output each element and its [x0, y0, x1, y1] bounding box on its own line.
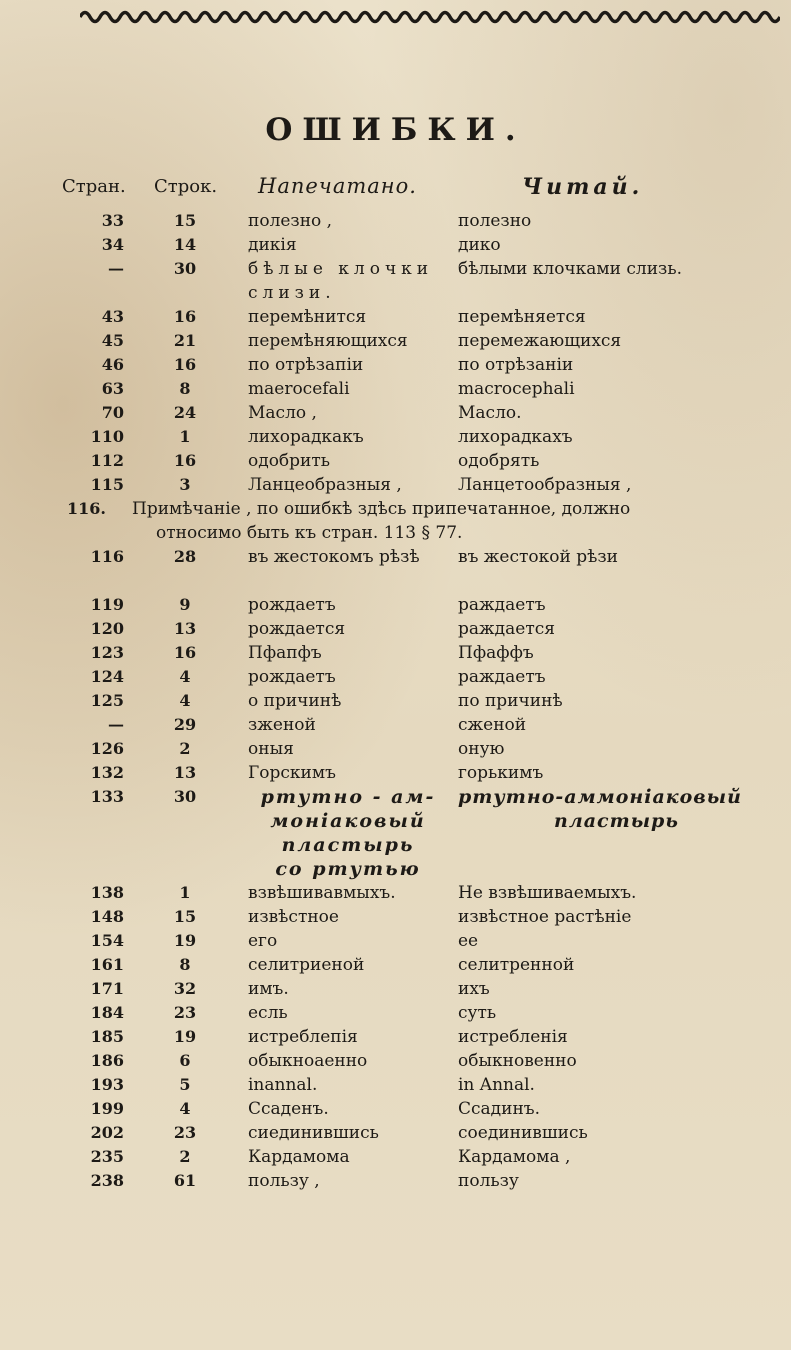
cell-page: — — [108, 715, 124, 734]
cell-page: 132 — [90, 763, 124, 782]
cell-read: истребленія — [458, 1027, 568, 1047]
cell-line: 13 — [173, 619, 197, 638]
cell-line: 16 — [173, 451, 197, 470]
cell-line: 8 — [179, 955, 191, 974]
cell-line: 6 — [179, 1051, 191, 1070]
table-row — [0, 305, 791, 329]
cell-printed: Ссаденъ. — [248, 1099, 329, 1119]
cell-printed: одобрить — [248, 451, 331, 471]
cell-read: по причинѣ — [458, 691, 563, 711]
cell-page: 110 — [90, 427, 124, 446]
cell-read: оную — [458, 739, 505, 759]
cell-page: 154 — [90, 931, 124, 950]
cell-printed: оныя — [248, 739, 294, 759]
note-text — [132, 497, 772, 545]
table-row — [0, 617, 791, 641]
cell-printed: Пфапфъ — [248, 643, 322, 663]
cell-read: Ланцетообразныя , — [458, 475, 632, 495]
cell-printed: Кардамома — [248, 1147, 350, 1167]
cell-printed: пользу , — [248, 1171, 320, 1191]
table-row — [0, 329, 791, 353]
cell-printed: есль — [248, 1003, 288, 1023]
column-header-printed: Напечатано. — [258, 174, 417, 198]
cell-page: 34 — [101, 235, 124, 254]
table-row — [0, 257, 791, 305]
table-row — [0, 401, 791, 425]
table-row — [0, 233, 791, 257]
cell-line: 61 — [173, 1171, 197, 1190]
cell-line: 4 — [179, 691, 191, 710]
cell-line: 16 — [173, 643, 197, 662]
cell-page: 119 — [90, 595, 124, 614]
cell-read: селитренной — [458, 955, 575, 975]
cell-line: 3 — [179, 475, 191, 494]
cell-read: Пфаффъ — [458, 643, 534, 663]
table-row — [0, 377, 791, 401]
table-row — [0, 1025, 791, 1049]
cell-page: 33 — [101, 211, 124, 230]
table-row — [0, 1049, 791, 1073]
cell-page: 186 — [90, 1051, 124, 1070]
cell-printed: Масло , — [248, 403, 317, 423]
cell-printed: истреблепія — [248, 1027, 358, 1047]
table-row — [0, 1001, 791, 1025]
table-row — [0, 353, 791, 377]
cell-page: 125 — [90, 691, 124, 710]
page-title: ОШИБКИ. — [265, 112, 526, 148]
cell-printed: дикія — [248, 235, 297, 255]
table-row — [0, 953, 791, 977]
cell-page: — — [108, 259, 124, 278]
cell-printed: бѣлые клочки слизи. — [248, 259, 434, 303]
cell-printed: селитриеной — [248, 955, 365, 975]
cell-read: перемѣняется — [458, 307, 586, 327]
note-line: относимо быть къ стран. 113 § 77. — [156, 523, 463, 543]
cell-line: 32 — [173, 979, 197, 998]
cell-page: 112 — [90, 451, 124, 470]
table-row — [0, 1121, 791, 1145]
table-row — [0, 425, 791, 449]
cell-read: Не взвѣшиваемыхъ. — [458, 883, 637, 903]
table-row — [0, 713, 791, 737]
cell-page: 133 — [90, 787, 124, 806]
cell-line: 5 — [179, 1075, 191, 1094]
cell-line: 1 — [179, 883, 191, 902]
cell-printed: перемѣняющихся — [248, 331, 408, 351]
cell-line: 23 — [173, 1123, 197, 1142]
cell-read: раждаетъ — [458, 667, 546, 687]
cell-page: 43 — [101, 307, 124, 326]
cell-line: 30 — [173, 787, 197, 806]
table-row — [0, 689, 791, 713]
table-row — [0, 905, 791, 929]
cell-printed: Горскимъ — [248, 763, 336, 783]
printed-line: ртутно - ам- — [260, 786, 436, 808]
cell-page: 161 — [90, 955, 124, 974]
printed-line: моніаковый — [270, 810, 426, 832]
cell-read: соединившись — [458, 1123, 588, 1143]
cell-page: 171 — [90, 979, 124, 998]
cell-line: 4 — [179, 1099, 191, 1118]
column-header-line: Строк. — [154, 176, 218, 197]
cell-line: 16 — [173, 355, 197, 374]
cell-read: горькимъ — [458, 763, 544, 783]
table-row — [0, 1145, 791, 1169]
cell-read: извѣстное растѣніе — [458, 907, 632, 927]
cell-printed: его — [248, 931, 278, 951]
cell-page: 124 — [90, 667, 124, 686]
cell-printed: по отрѣзапіи — [248, 355, 364, 375]
cell-read: Кардамома , — [458, 1147, 571, 1167]
cell-read: бѣлыми клочками слизь. — [458, 259, 682, 279]
table-row — [0, 737, 791, 761]
cell-read: по отрѣзаніи — [458, 355, 574, 375]
cell-read: Ссадинъ. — [458, 1099, 541, 1119]
cell-printed — [248, 785, 448, 881]
table-row — [0, 545, 791, 593]
cell-printed: зженой — [248, 715, 316, 735]
table-row — [0, 1073, 791, 1097]
table-row — [0, 761, 791, 785]
cell-read: обыкновенно — [458, 1051, 577, 1071]
cell-line: 15 — [173, 211, 197, 230]
cell-line: 14 — [173, 235, 197, 254]
cell-printed: рождаетъ — [248, 667, 336, 687]
cell-line: 19 — [173, 931, 197, 950]
cell-page: 45 — [101, 331, 124, 350]
errata-table — [0, 209, 791, 1193]
cell-page: 123 — [90, 643, 124, 662]
table-row — [0, 929, 791, 953]
cell-printed: рождается — [248, 619, 346, 639]
cell-line: 24 — [173, 403, 197, 422]
cell-read — [458, 785, 778, 833]
table-row — [0, 641, 791, 665]
cell-page: 193 — [90, 1075, 124, 1094]
table-row — [0, 881, 791, 905]
cell-read: полезно — [458, 211, 532, 231]
cell-page: 116 — [90, 547, 124, 566]
cell-printed: полезно , — [248, 211, 333, 231]
table-row — [0, 785, 791, 881]
table-row — [0, 1097, 791, 1121]
cell-read: перемежающихся — [458, 331, 622, 351]
cell-page: 148 — [90, 907, 124, 926]
cell-printed: рождаетъ — [248, 595, 336, 615]
cell-page: 238 — [90, 1171, 124, 1190]
cell-read: macrocephali — [458, 379, 575, 399]
cell-page: 70 — [101, 403, 124, 422]
cell-page: 184 — [90, 1003, 124, 1022]
cell-line: 28 — [173, 547, 197, 566]
cell-printed: перемѣнится — [248, 307, 367, 327]
cell-read: раждаетъ — [458, 595, 546, 615]
cell-line: 23 — [173, 1003, 197, 1022]
note-page: 116. — [67, 499, 106, 518]
cell-read: ихъ — [458, 979, 490, 999]
cell-printed: Ланцеобразныя , — [248, 475, 402, 495]
read-line: пластырь — [554, 810, 679, 832]
printed-line: пластырь — [281, 834, 415, 856]
cell-read: лихорадкахъ — [458, 427, 573, 447]
table-row — [0, 449, 791, 473]
cell-printed: имъ. — [248, 979, 289, 999]
cell-read: ее — [458, 931, 479, 951]
table-row — [0, 1169, 791, 1193]
column-header-read: Читай. — [522, 174, 644, 200]
cell-line: 15 — [173, 907, 197, 926]
cell-line: 9 — [179, 595, 191, 614]
table-row — [0, 977, 791, 1001]
cell-page: 115 — [90, 475, 124, 494]
cell-line: 2 — [179, 1147, 191, 1166]
cell-page: 138 — [90, 883, 124, 902]
errata-note — [0, 497, 791, 545]
cell-read: Масло. — [458, 403, 522, 423]
cell-printed: въ жестокомъ рѣзѣ — [248, 547, 420, 567]
table-row — [0, 665, 791, 689]
cell-page: 46 — [101, 355, 124, 374]
cell-page: 199 — [90, 1099, 124, 1118]
table-row — [0, 473, 791, 497]
cell-line: 1 — [179, 427, 191, 446]
cell-read: раждается — [458, 619, 555, 639]
printed-line: со ртутью — [275, 858, 421, 880]
cell-line: 13 — [173, 763, 197, 782]
cell-read: пользу — [458, 1171, 519, 1191]
cell-line: 2 — [179, 739, 191, 758]
cell-printed: извѣстное — [248, 907, 339, 927]
table-header — [0, 176, 791, 208]
cell-printed: о причинѣ — [248, 691, 342, 711]
cell-page: 202 — [90, 1123, 124, 1142]
cell-printed: сиединившись — [248, 1123, 379, 1143]
read-line: ртутно-аммоніаковый — [458, 786, 742, 808]
column-header-page: Стран. — [62, 176, 126, 197]
cell-read: in Annal. — [458, 1075, 535, 1095]
cell-line: 29 — [173, 715, 197, 734]
cell-line: 4 — [179, 667, 191, 686]
cell-line: 8 — [179, 379, 191, 398]
cell-read: одобрять — [458, 451, 540, 471]
cell-page: 63 — [101, 379, 124, 398]
cell-printed: maerocefali — [248, 379, 350, 399]
table-row — [0, 209, 791, 233]
cell-line: 30 — [173, 259, 197, 278]
cell-printed: обыкноаенно — [248, 1051, 368, 1071]
table-row — [0, 593, 791, 617]
cell-line: 19 — [173, 1027, 197, 1046]
cell-page: 235 — [90, 1147, 124, 1166]
cell-printed: взвѣшивавмыхъ. — [248, 883, 396, 903]
cell-read: дико — [458, 235, 501, 255]
cell-read: въ жестокой рѣзи — [458, 547, 618, 567]
cell-page: 120 — [90, 619, 124, 638]
cell-printed: inannal. — [248, 1075, 318, 1095]
cell-page: 126 — [90, 739, 124, 758]
cell-line: 16 — [173, 307, 197, 326]
cell-read: сженой — [458, 715, 527, 735]
cell-printed: лихорадкакъ — [248, 427, 364, 447]
note-line: Примѣчаніе , по ошибкѣ здѣсь припечатанное, должно — [132, 499, 631, 519]
cell-page: 185 — [90, 1027, 124, 1046]
cell-read: суть — [458, 1003, 497, 1023]
ornamental-border — [80, 6, 780, 28]
cell-line: 21 — [173, 331, 197, 350]
